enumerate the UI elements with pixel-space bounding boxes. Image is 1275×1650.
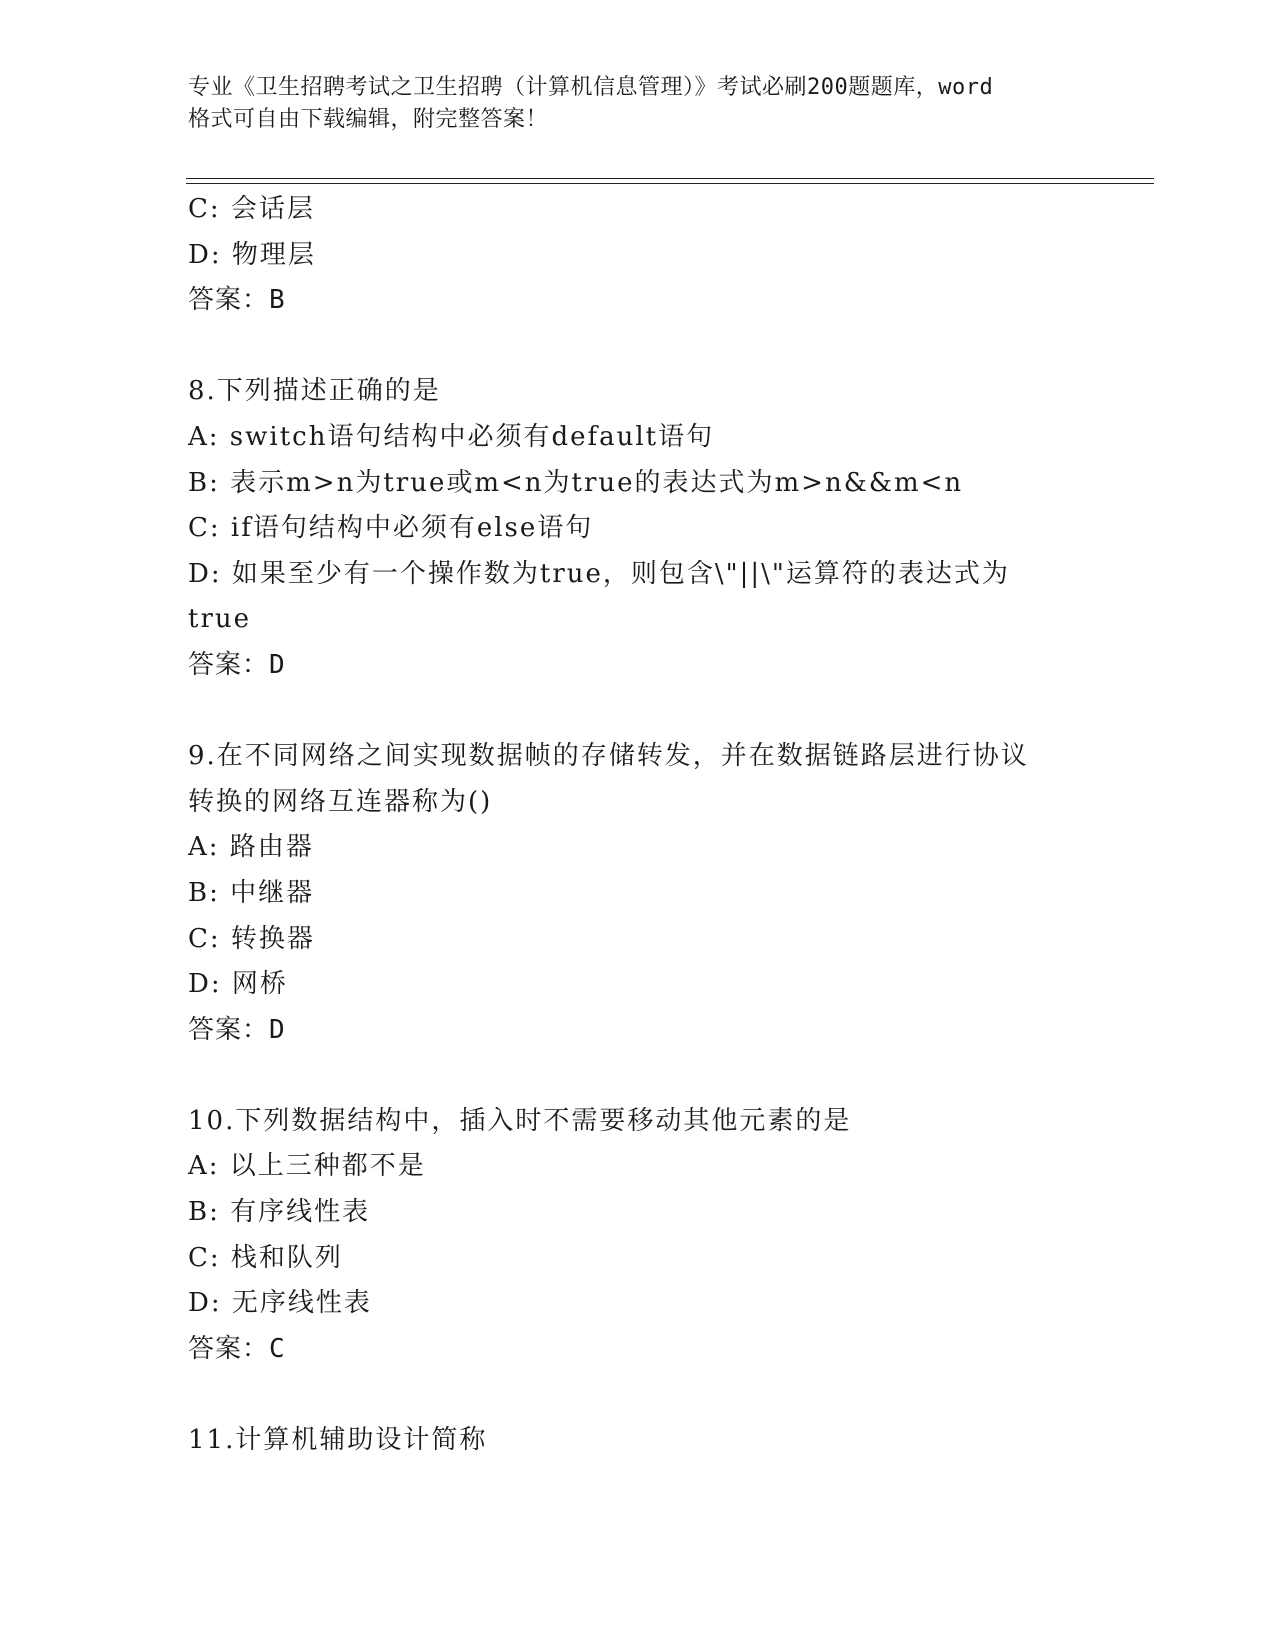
spacer [188,689,1088,735]
q9-question-line-2: 转换的网络互连器称为() [188,786,493,817]
q10-answer: 答案：C [188,1333,286,1364]
q10-option-a: A: 以上三种都不是 [188,1151,426,1182]
q9-answer: 答案：D [188,1014,286,1045]
q7-answer: 答案：B [188,285,286,316]
question-10 [188,1099,1088,1373]
q9-question-line-1: 9.在不同网络之间实现数据帧的存储转发，并在数据链路层进行协议 [188,741,1029,772]
q8-option-c: C: if语句结构中必须有else语句 [188,513,594,544]
q8-option-a: A: switch语句结构中必须有default语句 [188,421,715,452]
q8-option-b: B: 表示m>n为true或m<n为true的表达式为m>n&&m<n [188,467,964,498]
q8-answer: 答案：D [188,649,286,680]
q8-option-d-line-2: true [188,604,252,635]
spacer [188,1053,1088,1099]
header-divider-bottom [186,183,1154,184]
spacer [188,1372,1088,1418]
q9-option-b: B: 中继器 [188,877,315,908]
q11-question: 11.计算机辅助设计简称 [188,1425,488,1456]
q9-option-d: D: 网桥 [188,969,288,1000]
q7-option-d: D: 物理层 [188,239,316,270]
q8-question: 8.下列描述正确的是 [188,376,441,407]
q10-option-d: D: 无序线性表 [188,1288,372,1319]
header-title-line-1: 专业《卫生招聘考试之卫生招聘（计算机信息管理）》考试必刷200题题库，word [188,75,994,100]
header-title-line-2: 格式可自由下载编辑，附完整答案！ [188,107,549,132]
question-11 [188,1418,1088,1464]
document-body [188,187,1088,1464]
q8-option-d-line-1: D: 如果至少有一个操作数为true，则包含\"||\"运算符的表达式为 [188,558,1010,589]
question-7-tail [188,187,1088,324]
q7-option-c: C: 会话层 [188,194,315,224]
q9-option-c: C: 转换器 [188,923,315,954]
spacer [188,324,1088,370]
question-8 [188,369,1088,688]
q10-option-c: C: 栈和队列 [188,1242,343,1273]
q10-option-b: B: 有序线性表 [188,1197,371,1228]
page-header [188,72,1108,136]
q10-question: 10.下列数据结构中，插入时不需要移动其他元素的是 [188,1105,852,1136]
q9-option-a: A: 路由器 [188,832,314,863]
question-9 [188,734,1088,1053]
header-divider-top [186,178,1154,179]
